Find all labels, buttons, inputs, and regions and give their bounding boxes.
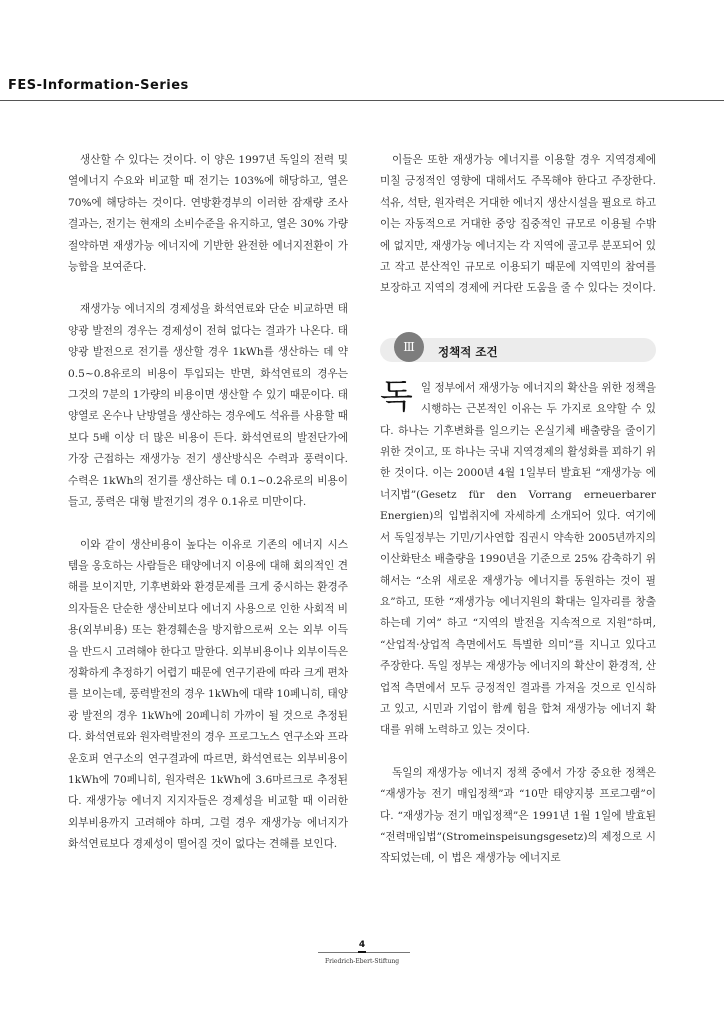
- footer-organization: Friedrich-Ebert-Stiftung: [324, 958, 400, 965]
- body-paragraph: 이들은 또한 재생가능 에너지를 이용할 경우 지역경제에 미칠 긍정적인 영향에 대해서도 주목해야 한다고 주장한다. 석유, 석탄, 원자력은 거대한 에너지 생산시설을 필요로 하고 이는 자동적으로 거대한 중앙 집중적인 규모로 이용될 수밖에 없지만, 재생가능 에너지는 각 지역에 골고루 분포되어 있고 작고 분산적인 규모로 이용되기 때문에 지역민의 참여를 보장하고 지역의 경제에 커다란 도움을 줄 수 있다는 것이다.: [380, 154, 656, 295]
- section-heading: [380, 330, 656, 362]
- body-paragraph: 생산할 수 있다는 것이다. 이 양은 1997년 독일의 전력 및 열에너지 수요와 비교할 때 전기는 103%에 해당하고, 열은 70%에 해당하는 것이다. 연방환경부의 이러한 잠재량 조사결과는, 전기는 현재의 소비수준을 유지하고, 열은 30% 가량 절약하면 재생가능 에너지에 기반한 완전한 에너지전환이 가능함을 보여준다.: [68, 154, 348, 274]
- page-number: 4: [358, 940, 366, 950]
- footer-divider-center: [358, 951, 366, 953]
- series-title: FES-Information-Series: [8, 78, 189, 93]
- dropcap-paragraph-text: 일 정부에서 재생가능 에너지의 확산을 위한 정책을 시행하는 근본적인 이유는 두 가지로 요약할 수 있다. 하나는 기후변화를 일으키는 온실기체 배출량을 줄이기 위한 것이고, 또 하나는 국내 지역경제의 활성화를 꾀하기 위한 것이다. 이는 2000년 4월 1일부터 발효된 “재생가능 에너지법”(Gesetz für den Vorrang erneuerbarer Energien)의 입법취지에 자세하게 소개되어 있다. 여기에서 독일정부는 기민/기사연합 집권시 약속한 2005년까지의 이산화탄소 배출량을 1990년을 기준으로 25% 감축하기 위해서는 “소위 새로운 재생가능 에너지를 동원하는 것이 필요”하고, 또한 “재생가능 에너지원의 확대는 일자리를 창출하는데 기여” 하고 “지역의 발전을 지속적으로 지원”하며, “산업적·상업적 측면에서도 특별한 의미”를 지니고 있다고 주장한다. 독일 정부는 재생가능 에너지의 확산이 환경적, 산업적 측면에서 모두 긍정적인 결과를 가져올 것으로 인식하고 있고, 시민과 기업이 함께 힘을 합쳐 재생가능 에너지 확대를 위해 노력하고 있는 것이다.: [380, 381, 656, 737]
- right-column: [380, 150, 656, 870]
- body-paragraph-dropcap: [380, 378, 656, 742]
- drop-cap: 독: [380, 376, 413, 417]
- footer-divider-left: [318, 952, 362, 953]
- body-paragraph: 이와 같이 생산비용이 높다는 이유로 기존의 에너지 시스템을 옹호하는 사람들은 태양에너지 이용에 대해 회의적인 견해를 보이지만, 기후변화와 환경문제를 크게 중시하는 환경주의자들은 단순한 생산비보다 에너지 사용으로 인한 사회적 비용(외부비용) 또는 환경훼손을 방지함으로써 오는 외부 이득을 반드시 고려해야 한다고 말한다. 외부비용이나 외부이득은 정확하게 추정하기 어렵기 때문에 연구기관에 따라 크게 편차를 보이는데, 풍력발전의 경우 1kWh에 대략 10페니히, 태양광 발전의 경우 1kWh에 20페니히 가까이 될 것으로 추정된다. 화석연료와 원자력발전의 경우 프로그노스 연구소와 프라운호퍼 연구소의 연구결과에 따르면, 화석연료는 외부비용이 1kWh에 70페니히, 원자력은 1kWh에 3.6마르크로 추정된다. 재생가능 에너지 지지자들은 경제성을 비교할 때 이러한 외부비용까지 고려해야 하며, 그럴 경우 재생가능 에너지가 화석연료보다 경제성이 떨어질 것이 없다는 견해를 보인다.: [68, 538, 348, 851]
- section-number-badge: Ⅲ: [394, 332, 424, 362]
- body-paragraph: 재생가능 에너지의 경제성을 화석연료와 단순 비교하면 태양광 발전의 경우는 경제성이 전혀 없다는 결과가 나온다. 태양광 발전으로 전기를 생산할 경우 1kWh를 생산하는 데 약 0.5~0.8유로의 비용이 투입되는 반면, 화석연료의 경우는 그것의 7분의 1가량의 비용이면 생산할 수 있기 때문이다. 태양열로 온수나 난방열을 생산하는 경우에도 석유를 사용할 때보다 5배 이상 더 많은 비용이 든다. 화석연료의 발전단가에 가장 근접하는 재생가능 전기 생산방식은 수력과 풍력이다. 수력은 1kWh의 전기를 생산하는 데 0.1~0.2유로의 비용이 들고, 풍력은 대형 발전기의 경우 0.1유로 미만이다.: [68, 303, 348, 509]
- footer-divider-right: [366, 952, 410, 953]
- left-column: [68, 150, 348, 856]
- body-paragraph: 독일의 재생가능 에너지 정책 중에서 가장 중요한 정책은 “재생가능 전기 매입정책”과 “10만 태양지붕 프로그램”이다. “재생가능 전기 매입정책”은 1991년 1월 1일에 발효된 “전력매입법”(Stromeinspeisungsgesetz)의 제정으로 시작되었는데, 이 법은 재생가능 에너지로: [380, 766, 656, 865]
- header-divider: [0, 100, 724, 101]
- section-title: 정책적 조건: [438, 344, 498, 359]
